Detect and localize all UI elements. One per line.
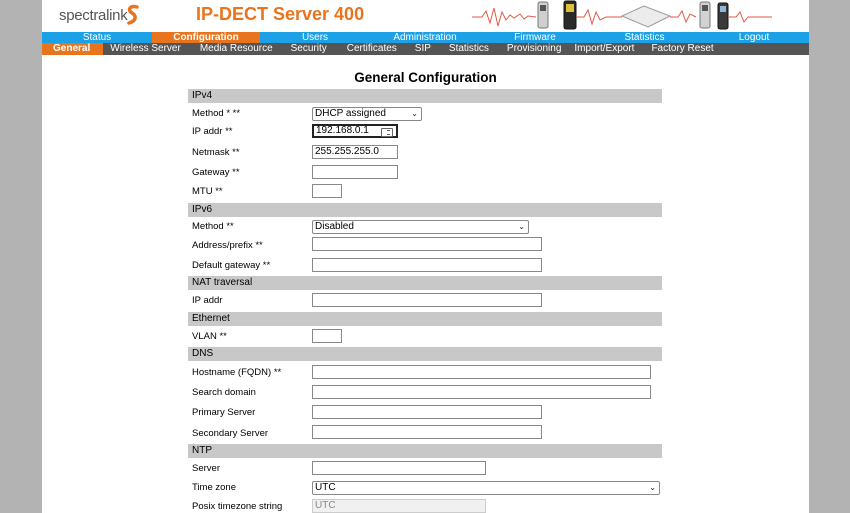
ntp-posix-input: UTC	[312, 499, 486, 513]
nav-administration[interactable]: Administration	[393, 32, 457, 43]
subnav-security[interactable]: Security	[290, 43, 327, 54]
nav-statistics[interactable]: Statistics	[624, 32, 665, 43]
subnav-factory-reset[interactable]: Factory Reset	[651, 43, 714, 54]
dns-primary-input[interactable]	[312, 405, 542, 419]
ipv4-method-value: DHCP assigned	[315, 108, 386, 119]
section-ntp: NTP	[188, 444, 662, 458]
dns-search-label: Search domain	[192, 387, 256, 398]
subnav-import-export[interactable]: Import/Export	[574, 43, 635, 54]
ipv4-gateway-label: Gateway **	[192, 167, 240, 178]
dns-search-input[interactable]	[312, 385, 651, 399]
ipv4-method-select[interactable]	[312, 107, 422, 121]
nav-users[interactable]: Users	[301, 32, 329, 43]
section-ipv6: IPv6	[188, 203, 662, 217]
dns-secondary-label: Secondary Server	[192, 428, 269, 439]
ipv4-ip-label: IP addr **	[192, 126, 233, 137]
header-devices-illustration	[472, 0, 809, 32]
section-dns: DNS	[188, 347, 662, 361]
ipv6-gateway-input[interactable]	[312, 258, 542, 272]
product-title: IP-DECT Server 400	[196, 4, 365, 24]
ipv4-ip-value: 192.168.0.1	[316, 125, 369, 136]
section-ethernet: Ethernet	[188, 312, 662, 326]
dns-hostname-label: Hostname (FQDN) **	[192, 367, 282, 378]
ipv4-netmask-label: Netmask **	[192, 147, 240, 158]
ntp-server-label: Server	[192, 463, 220, 474]
page-title: General Configuration	[354, 70, 497, 85]
dns-hostname-input[interactable]	[312, 365, 651, 379]
ipv4-mtu-label: MTU **	[192, 186, 223, 197]
ntp-timezone-value: UTC	[315, 482, 336, 493]
nat-ip-label: IP addr	[192, 295, 223, 306]
nav-logout[interactable]: Logout	[738, 32, 770, 43]
nav-firmware[interactable]: Firmware	[514, 32, 556, 43]
vlan-input[interactable]	[312, 329, 342, 343]
section-ipv4: IPv4	[188, 89, 662, 103]
ipv4-ip-input[interactable]	[312, 124, 398, 138]
ipv6-address-input[interactable]	[312, 237, 542, 251]
subnav-sip[interactable]: SIP	[414, 43, 431, 54]
chevron-down-icon: ⌄	[518, 222, 525, 231]
chevron-down-icon: ⌄	[649, 483, 656, 492]
subnav-general[interactable]: General	[42, 43, 103, 55]
subnav-media-resource[interactable]: Media Resource	[199, 43, 273, 54]
spectralink-logo-mark-icon	[126, 4, 140, 26]
nat-ip-input[interactable]	[312, 293, 542, 307]
subnav-wireless-server[interactable]: Wireless Server	[110, 43, 181, 54]
dns-primary-label: Primary Server	[192, 407, 256, 418]
ipv4-netmask-input[interactable]: 255.255.255.0	[312, 145, 398, 159]
main-nav	[42, 32, 809, 43]
sub-nav	[42, 43, 809, 55]
ntp-timezone-label: Time zone	[192, 482, 236, 493]
nav-configuration[interactable]: Configuration	[152, 32, 260, 43]
header	[42, 0, 809, 32]
subnav-provisioning[interactable]: Provisioning	[506, 43, 562, 54]
ipv6-method-select[interactable]	[312, 220, 529, 234]
ipv4-mtu-input[interactable]	[312, 184, 342, 198]
chevron-down-icon: ⌄	[411, 109, 418, 118]
subnav-certificates[interactable]: Certificates	[346, 43, 397, 54]
ntp-timezone-select[interactable]	[312, 481, 660, 495]
spectralink-logo: spectralink	[59, 7, 128, 24]
ipv4-gateway-input[interactable]	[312, 165, 398, 179]
vlan-label: VLAN **	[192, 331, 227, 342]
ipv6-method-label: Method **	[192, 221, 234, 232]
ipv6-address-label: Address/prefix **	[192, 240, 263, 251]
ntp-server-input[interactable]	[312, 461, 486, 475]
dns-secondary-input[interactable]	[312, 425, 542, 439]
ipv6-gateway-label: Default gateway **	[192, 260, 271, 271]
section-nat-traversal: NAT traversal	[188, 276, 662, 290]
ntp-posix-label: Posix timezone string	[192, 501, 283, 512]
subnav-statistics[interactable]: Statistics	[448, 43, 489, 54]
autofill-card-icon[interactable]	[381, 128, 393, 137]
ipv6-method-value: Disabled	[315, 221, 354, 232]
ipv4-method-label: Method * **	[192, 108, 241, 119]
nav-status[interactable]: Status	[82, 32, 112, 43]
page	[42, 0, 809, 513]
